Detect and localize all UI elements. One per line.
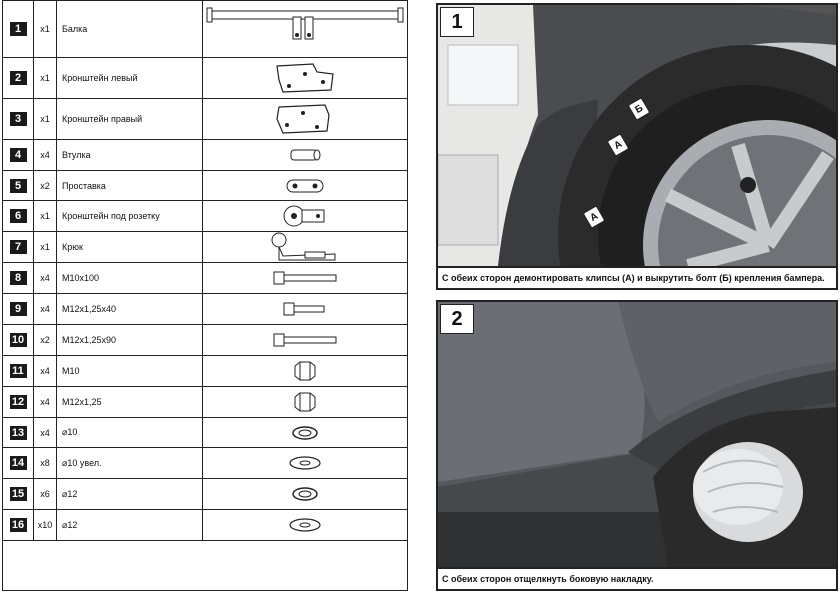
part-name: ⌀10 [57,418,203,447]
step-number-badge: 1 [440,7,474,37]
parts-row [3,232,407,263]
part-name: M10 [57,356,203,386]
flat-washer-icon [203,448,407,478]
part-quantity: x10 [34,510,57,540]
part-number-cell [3,99,34,139]
parts-row [3,387,407,418]
step-2-caption: С обеих сторон отщелкнуть боковую накладку. [438,567,836,589]
part-name: Проставка [57,171,203,200]
part-number-cell [3,356,34,386]
part-number-cell [3,58,34,98]
socket-bracket-icon [203,201,407,231]
tow-beam-icon [203,1,407,57]
part-number: 2 [10,71,27,85]
part-number: 12 [10,395,27,409]
car-rear-bumper-wheel-photo [438,5,836,266]
part-number: 4 [10,148,27,162]
part-name: Кронштейн левый [57,58,203,98]
step-2-photo [438,302,836,567]
step-1-photo [438,5,836,266]
part-number: 16 [10,518,27,532]
part-number-cell [3,140,34,170]
bolt-long-icon [203,263,407,293]
bolt-long-icon [203,325,407,355]
left-bracket-icon [203,58,407,98]
parts-row [3,58,407,99]
part-number-cell [3,171,34,200]
part-number-cell [3,201,34,231]
step-1-caption: С обеих сторон демонтировать клипсы (А) и выкрутить болт (Б) крепления бампера. [438,266,836,288]
bushing-icon [203,140,407,170]
part-number: 14 [10,456,27,470]
marker-a-upper: А [607,133,630,157]
part-number: 13 [10,426,27,440]
parts-row [3,448,407,479]
part-quantity: x1 [34,58,57,98]
part-number: 9 [10,302,27,316]
part-number: 3 [10,112,27,126]
part-quantity: x1 [34,1,57,57]
spring-washer-icon [203,418,407,447]
part-number: 7 [10,240,27,254]
marker-a-lower: А [583,205,606,229]
part-name: M10x100 [57,263,203,293]
part-name: M12x1,25x40 [57,294,203,324]
part-name: M12x1,25x90 [57,325,203,355]
parts-row [3,479,407,510]
part-number: 6 [10,209,27,223]
parts-row [3,294,407,325]
spacer-icon [203,171,407,200]
part-name: ⌀12 [57,510,203,540]
part-number-cell [3,1,34,57]
part-quantity: x8 [34,448,57,478]
parts-row [3,356,407,387]
part-number-cell [3,294,34,324]
nut-icon [203,356,407,386]
part-number-cell [3,325,34,355]
part-name: Кронштейн правый [57,99,203,139]
marker-b: Б [628,97,651,121]
part-name: ⌀12 [57,479,203,509]
part-number: 8 [10,271,27,285]
part-quantity: x4 [34,356,57,386]
nut-icon [203,387,407,417]
spring-washer-icon [203,479,407,509]
parts-row [3,1,407,58]
part-number: 5 [10,179,27,193]
parts-list-table [2,0,408,591]
part-quantity: x1 [34,201,57,231]
flat-washer-icon [203,510,407,540]
part-quantity: x2 [34,171,57,200]
part-number: 11 [10,364,27,378]
parts-row [3,140,407,171]
part-name: M12x1,25 [57,387,203,417]
part-quantity: x4 [34,387,57,417]
part-number-cell [3,232,34,262]
parts-row [3,263,407,294]
part-number-cell [3,263,34,293]
part-number-cell [3,387,34,417]
step-number-badge: 2 [440,304,474,334]
parts-row [3,99,407,140]
part-name: Крюк [57,232,203,262]
part-number-cell [3,479,34,509]
parts-row [3,171,407,201]
part-name: Втулка [57,140,203,170]
parts-row [3,418,407,448]
part-name: Кронштейн под розетку [57,201,203,231]
parts-row [3,325,407,356]
part-name: Балка [57,1,203,57]
parts-row [3,201,407,232]
part-number-cell [3,448,34,478]
part-quantity: x4 [34,418,57,447]
part-quantity: x2 [34,325,57,355]
right-bracket-icon [203,99,407,139]
step-2-panel [436,300,838,591]
part-number: 1 [10,22,27,36]
part-quantity: x1 [34,232,57,262]
part-name: ⌀10 увел. [57,448,203,478]
part-number-cell [3,418,34,447]
bolt-short-icon [203,294,407,324]
part-quantity: x4 [34,140,57,170]
part-quantity: x1 [34,99,57,139]
part-number: 10 [10,333,27,347]
car-side-trim-photo [438,302,836,567]
part-quantity: x6 [34,479,57,509]
hook-icon [203,232,407,262]
part-number: 15 [10,487,27,501]
parts-row [3,510,407,541]
step-1-panel [436,3,838,290]
part-quantity: x4 [34,263,57,293]
part-quantity: x4 [34,294,57,324]
part-number-cell [3,510,34,540]
